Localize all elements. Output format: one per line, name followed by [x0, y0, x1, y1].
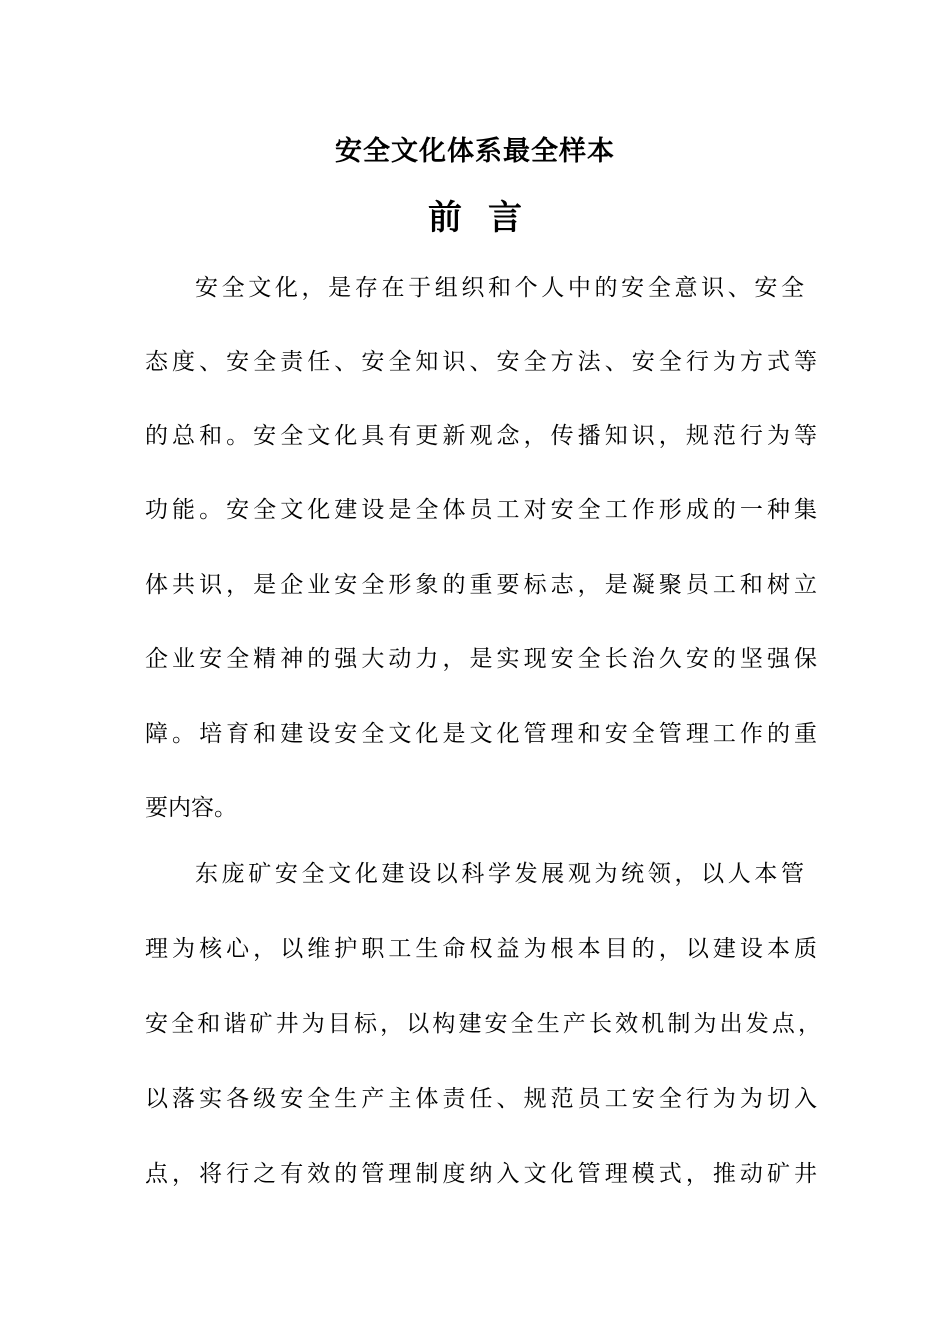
- paragraph-1-line-7: 障。培育和建设安全文化是文化管理和安全管理工作的重: [145, 721, 817, 747]
- paragraph-2-line-3: 安全和谐矿井为目标，以构建安全生产长效机制为出发点，: [145, 1011, 821, 1037]
- paragraph-1-line-6: 企业安全精神的强大动力，是实现安全长治久安的坚强保: [145, 646, 817, 672]
- paragraph-1-line-5: 体共识，是企业安全形象的重要标志，是凝聚员工和树立: [145, 572, 817, 598]
- paragraph-2-line-1: 东庞矿安全文化建设以科学发展观为统领，以人本管: [195, 861, 804, 887]
- paragraph-1-line-4: 功能。安全文化建设是全体员工对安全工作形成的一种集: [145, 497, 817, 523]
- section-title-preface: 前言: [428, 198, 548, 238]
- paragraph-1-line-2: 态度、安全责任、安全知识、安全方法、安全行为方式等: [145, 349, 817, 375]
- paragraph-2-line-5: 点，将行之有效的管理制度纳入文化管理模式，推动矿井: [145, 1161, 817, 1187]
- document-title: 安全文化体系最全样本: [335, 136, 615, 167]
- paragraph-2-line-2: 理为核心，以维护职工生命权益为根本目的，以建设本质: [145, 936, 817, 962]
- paragraph-1-line-1: 安全文化，是存在于组织和个人中的安全意识、安全: [195, 275, 804, 301]
- paragraph-1-line-8: 要内容。: [145, 795, 237, 821]
- paragraph-2-line-4: 以落实各级安全生产主体责任、规范员工安全行为为切入: [145, 1086, 817, 1112]
- paragraph-1-line-3: 的总和。安全文化具有更新观念，传播知识，规范行为等: [145, 423, 817, 449]
